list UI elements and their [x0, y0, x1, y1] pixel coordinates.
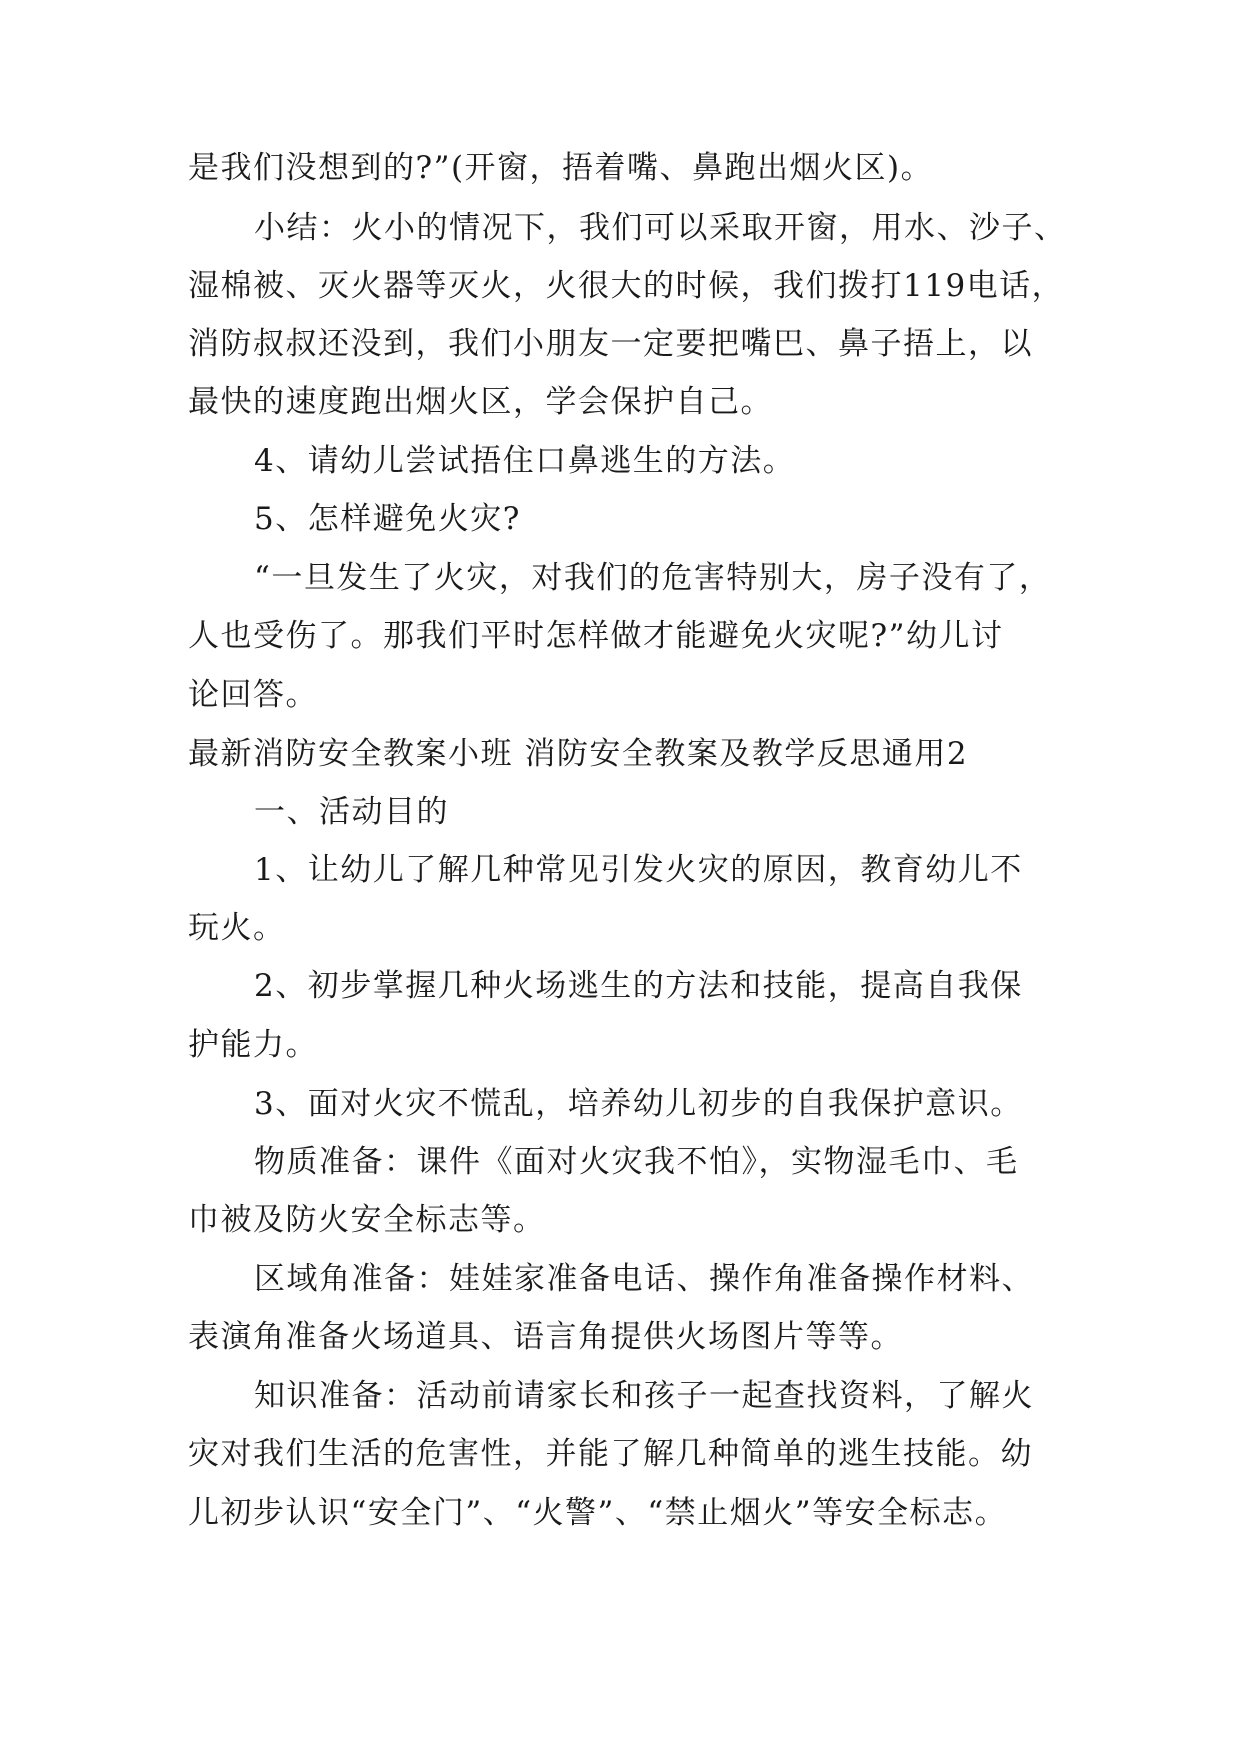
text-line: 儿初步认识“安全门”、“火警”、“禁止烟火”等安全标志。: [188, 1495, 1008, 1531]
text-line: 物质准备：课件《面对火灾我不怕》，实物湿毛巾、毛: [254, 1144, 1019, 1180]
text-line: 小结：火小的情况下，我们可以采取开窗，用水、沙子、: [254, 210, 1067, 246]
text-line: 区域角准备：娃娃家准备电话、操作角准备操作材料、: [254, 1261, 1034, 1297]
text-line: 5、怎样避免火灾?: [254, 501, 521, 537]
text-line: 4、请幼儿尝试捂住口鼻逃生的方法。: [254, 443, 796, 479]
text-line: 3、面对火灾不慌乱，培养幼儿初步的自我保护意识。: [254, 1086, 1023, 1122]
section-heading: 最新消防安全教案小班 消防安全教案及教学反思通用2: [188, 736, 969, 772]
text-line: 消防叔叔还没到，我们小朋友一定要把嘴巴、鼻子捂上，以: [188, 326, 1033, 362]
text-line: 2、初步掌握几种火场逃生的方法和技能，提高自我保: [254, 968, 1023, 1004]
text-line: 湿棉被、灭火器等灭火，火很大的时候，我们拨打119电话，: [188, 268, 1065, 304]
text-line: 知识准备：活动前请家长和孩子一起查找资料，了解火: [254, 1378, 1034, 1414]
text-line: 一、活动目的: [254, 794, 449, 830]
text-line: 1、让幼儿了解几种常见引发火灾的原因，教育幼儿不: [254, 852, 1023, 888]
text-line: 护能力。: [188, 1027, 318, 1063]
text-line: 灾对我们生活的危害性，并能了解几种简单的逃生技能。幼: [188, 1436, 1033, 1472]
text-line: “一旦发生了火灾，对我们的危害特别大，房子没有了，: [254, 560, 1052, 596]
text-line: 是我们没想到的?”(开窗，捂着嘴、鼻跑出烟火区)。: [188, 150, 934, 186]
text-line: 巾被及防火安全标志等。: [188, 1202, 546, 1238]
text-line: 人也受伤了。那我们平时怎样做才能避免火灾呢?”幼儿讨: [188, 618, 1004, 654]
text-line: 表演角准备火场道具、语言角提供火场图片等等。: [188, 1319, 903, 1355]
text-line: 最快的速度跑出烟火区，学会保护自己。: [188, 384, 773, 420]
text-line: 玩火。: [188, 910, 286, 946]
text-line: 论回答。: [188, 677, 318, 713]
